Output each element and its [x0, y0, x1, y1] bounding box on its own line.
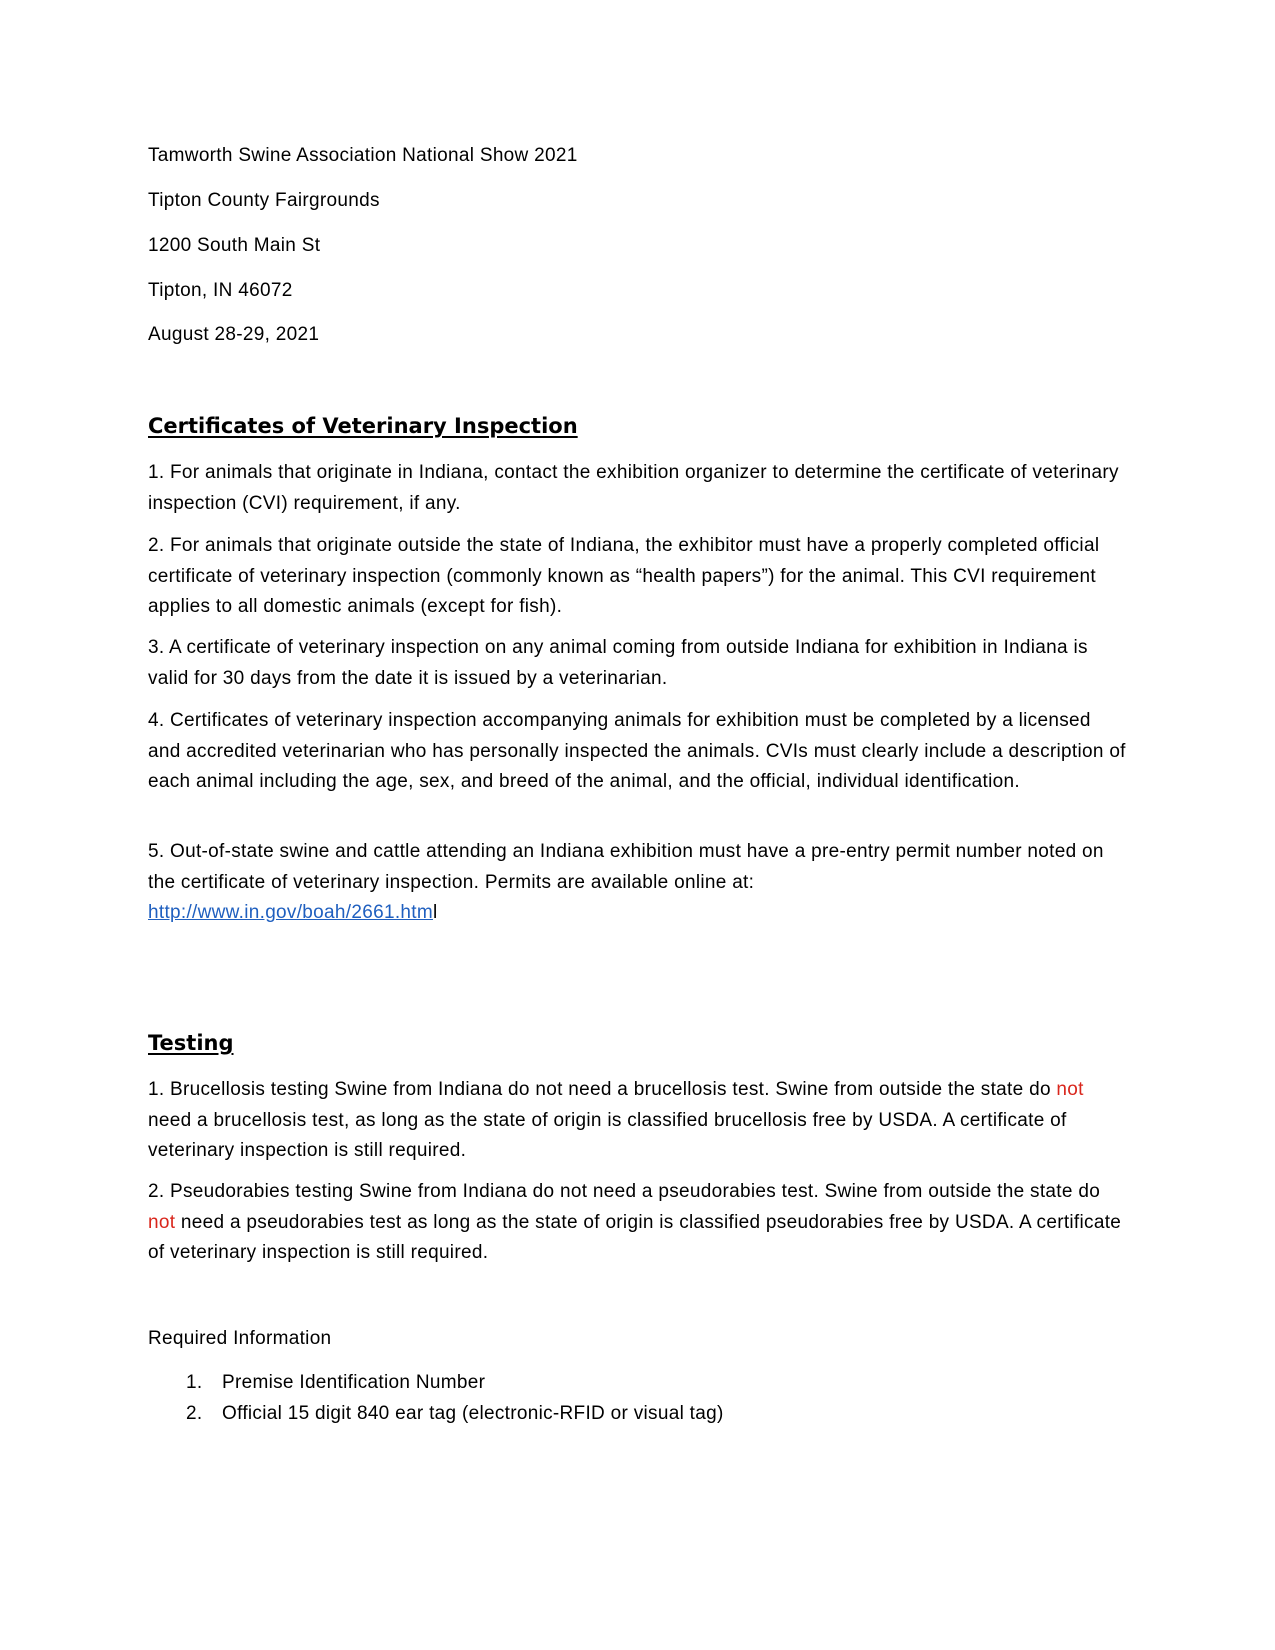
testing-2-emphasis: not: [148, 1211, 176, 1233]
list-item: [186, 1368, 724, 1399]
testing-paragraph-1: [148, 1075, 1128, 1167]
required-info-list: [186, 1368, 724, 1429]
testing-2-text-a: 2. Pseudorabies testing Swine from Indiana do not need a pseudorabies test. Swine from outside the state do: [148, 1181, 1101, 1202]
testing-1-emphasis: not: [1056, 1079, 1084, 1100]
permit-link[interactable]: http://www.in.gov/boah/2661.htm: [148, 902, 433, 923]
cvi-paragraph-5-text: 5. Out-of-state swine and cattle attending an Indiana exhibition must have a pre-entry permit number noted on the certificate of veterinary inspection. Permits are available online at:: [148, 841, 1104, 893]
testing-1-text-a: 1. Brucellosis testing Swine from Indiana do not need a brucellosis test. Swine from outside the state do: [148, 1079, 1057, 1100]
testing-paragraph-2: [148, 1177, 1128, 1269]
list-item-number: 1.: [186, 1372, 203, 1393]
venue-name: Tipton County Fairgrounds: [148, 190, 380, 211]
cvi-paragraph-5: [148, 837, 1128, 929]
permit-link-tail: l: [432, 902, 438, 923]
testing-heading: Testing: [148, 1031, 234, 1055]
cvi-paragraph-1: 1. For animals that originate in Indiana, contact the exhibition organizer to determine the certificate of veterinary inspection (CVI) requirement, if any.: [148, 462, 1119, 514]
list-item: [186, 1399, 724, 1430]
list-item-text: Premise Identification Number: [222, 1372, 486, 1393]
list-item-text: Official 15 digit 840 ear tag (electronic-RFID or visual tag): [222, 1402, 724, 1424]
show-title: Tamworth Swine Association National Show 2021: [148, 145, 578, 166]
cvi-paragraph-2: 2. For animals that originate outside the state of Indiana, the exhibitor must have a properly completed official certificate of veterinary inspection (commonly known as “health papers”) for the animal. This CVI requirement applies to all domestic animals (except for fish).: [148, 535, 1100, 617]
testing-2-text-b: need a pseudorabies test as long as the state of origin is classified pseudorabies free by USDA. A certificate of veterinary inspection is still required.: [148, 1211, 1122, 1263]
city-state-zip: Tipton, IN 46072: [148, 280, 293, 301]
required-info-heading: Required Information: [148, 1328, 332, 1349]
cvi-paragraph-3: 3. A certificate of veterinary inspection on any animal coming from outside Indiana for exhibition in Indiana is valid for 30 days from the date it is issued by a veterinarian.: [148, 637, 1088, 689]
cvi-heading: Certificates of Veterinary Inspection: [148, 414, 578, 438]
list-item-number: 2.: [186, 1402, 203, 1424]
show-dates: August 28-29, 2021: [148, 324, 320, 345]
street-address: 1200 South Main St: [148, 235, 321, 256]
testing-1-text-b: need a brucellosis test, as long as the state of origin is classified brucellosis free by USDA. A certificate of veterinary inspection is still required.: [148, 1109, 1067, 1161]
cvi-paragraph-4: 4. Certificates of veterinary inspection accompanying animals for exhibition must be completed by a licensed and accredited veterinarian who has personally inspected the animals. CVIs must clearly include a description of each animal including the age, sex, and breed of the animal, and the official, individual identification.: [148, 710, 1126, 792]
